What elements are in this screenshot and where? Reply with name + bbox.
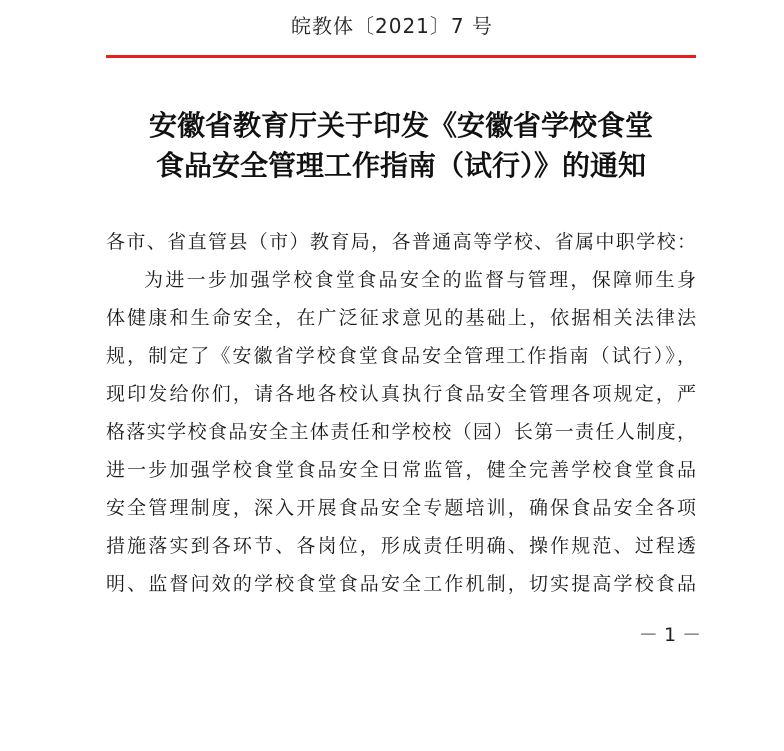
body-line: 现印发给你们，请各地各校认真执行食品安全管理各项规定，严: [106, 383, 696, 405]
document-number: 皖教体〔2021〕7 号: [291, 14, 493, 38]
body-line: 格落实学校食品安全主体责任和学校校（园）长第一责任人制度，: [106, 421, 696, 443]
body-line: 为进一步加强学校食堂食品安全的监督与管理，保障师生身: [144, 269, 696, 291]
body-line: 进一步加强学校食堂食品安全日常监管，健全完善学校食堂食品: [106, 459, 696, 481]
document-title: [106, 106, 696, 186]
body-line: 明、监督问效的学校食堂食品安全工作机制，切实提高学校食品: [106, 573, 696, 595]
body-line: 措施落实到各环节、各岗位，形成责任明确、操作规范、过程透: [106, 535, 696, 557]
page-number: － 1 －: [638, 624, 702, 646]
document-body: [106, 223, 696, 603]
body-line: 安全管理制度，深入开展食品安全专题培训，确保食品安全各项: [106, 497, 696, 519]
red-divider-line: [106, 55, 696, 58]
title-line-2: 食品安全管理工作指南（试行）》的通知: [155, 149, 646, 182]
body-line: 体健康和生命安全，在广泛征求意见的基础上，依据相关法律法: [106, 307, 696, 329]
salutation: 各市、省直管县（市）教育局，各普通高等学校、省属中职学校：: [106, 231, 696, 253]
body-line: 规，制定了《安徽省学校食堂食品安全管理工作指南（试行）》，: [106, 345, 696, 367]
title-line-1: 安徽省教育厅关于印发《安徽省学校食堂: [148, 109, 653, 142]
